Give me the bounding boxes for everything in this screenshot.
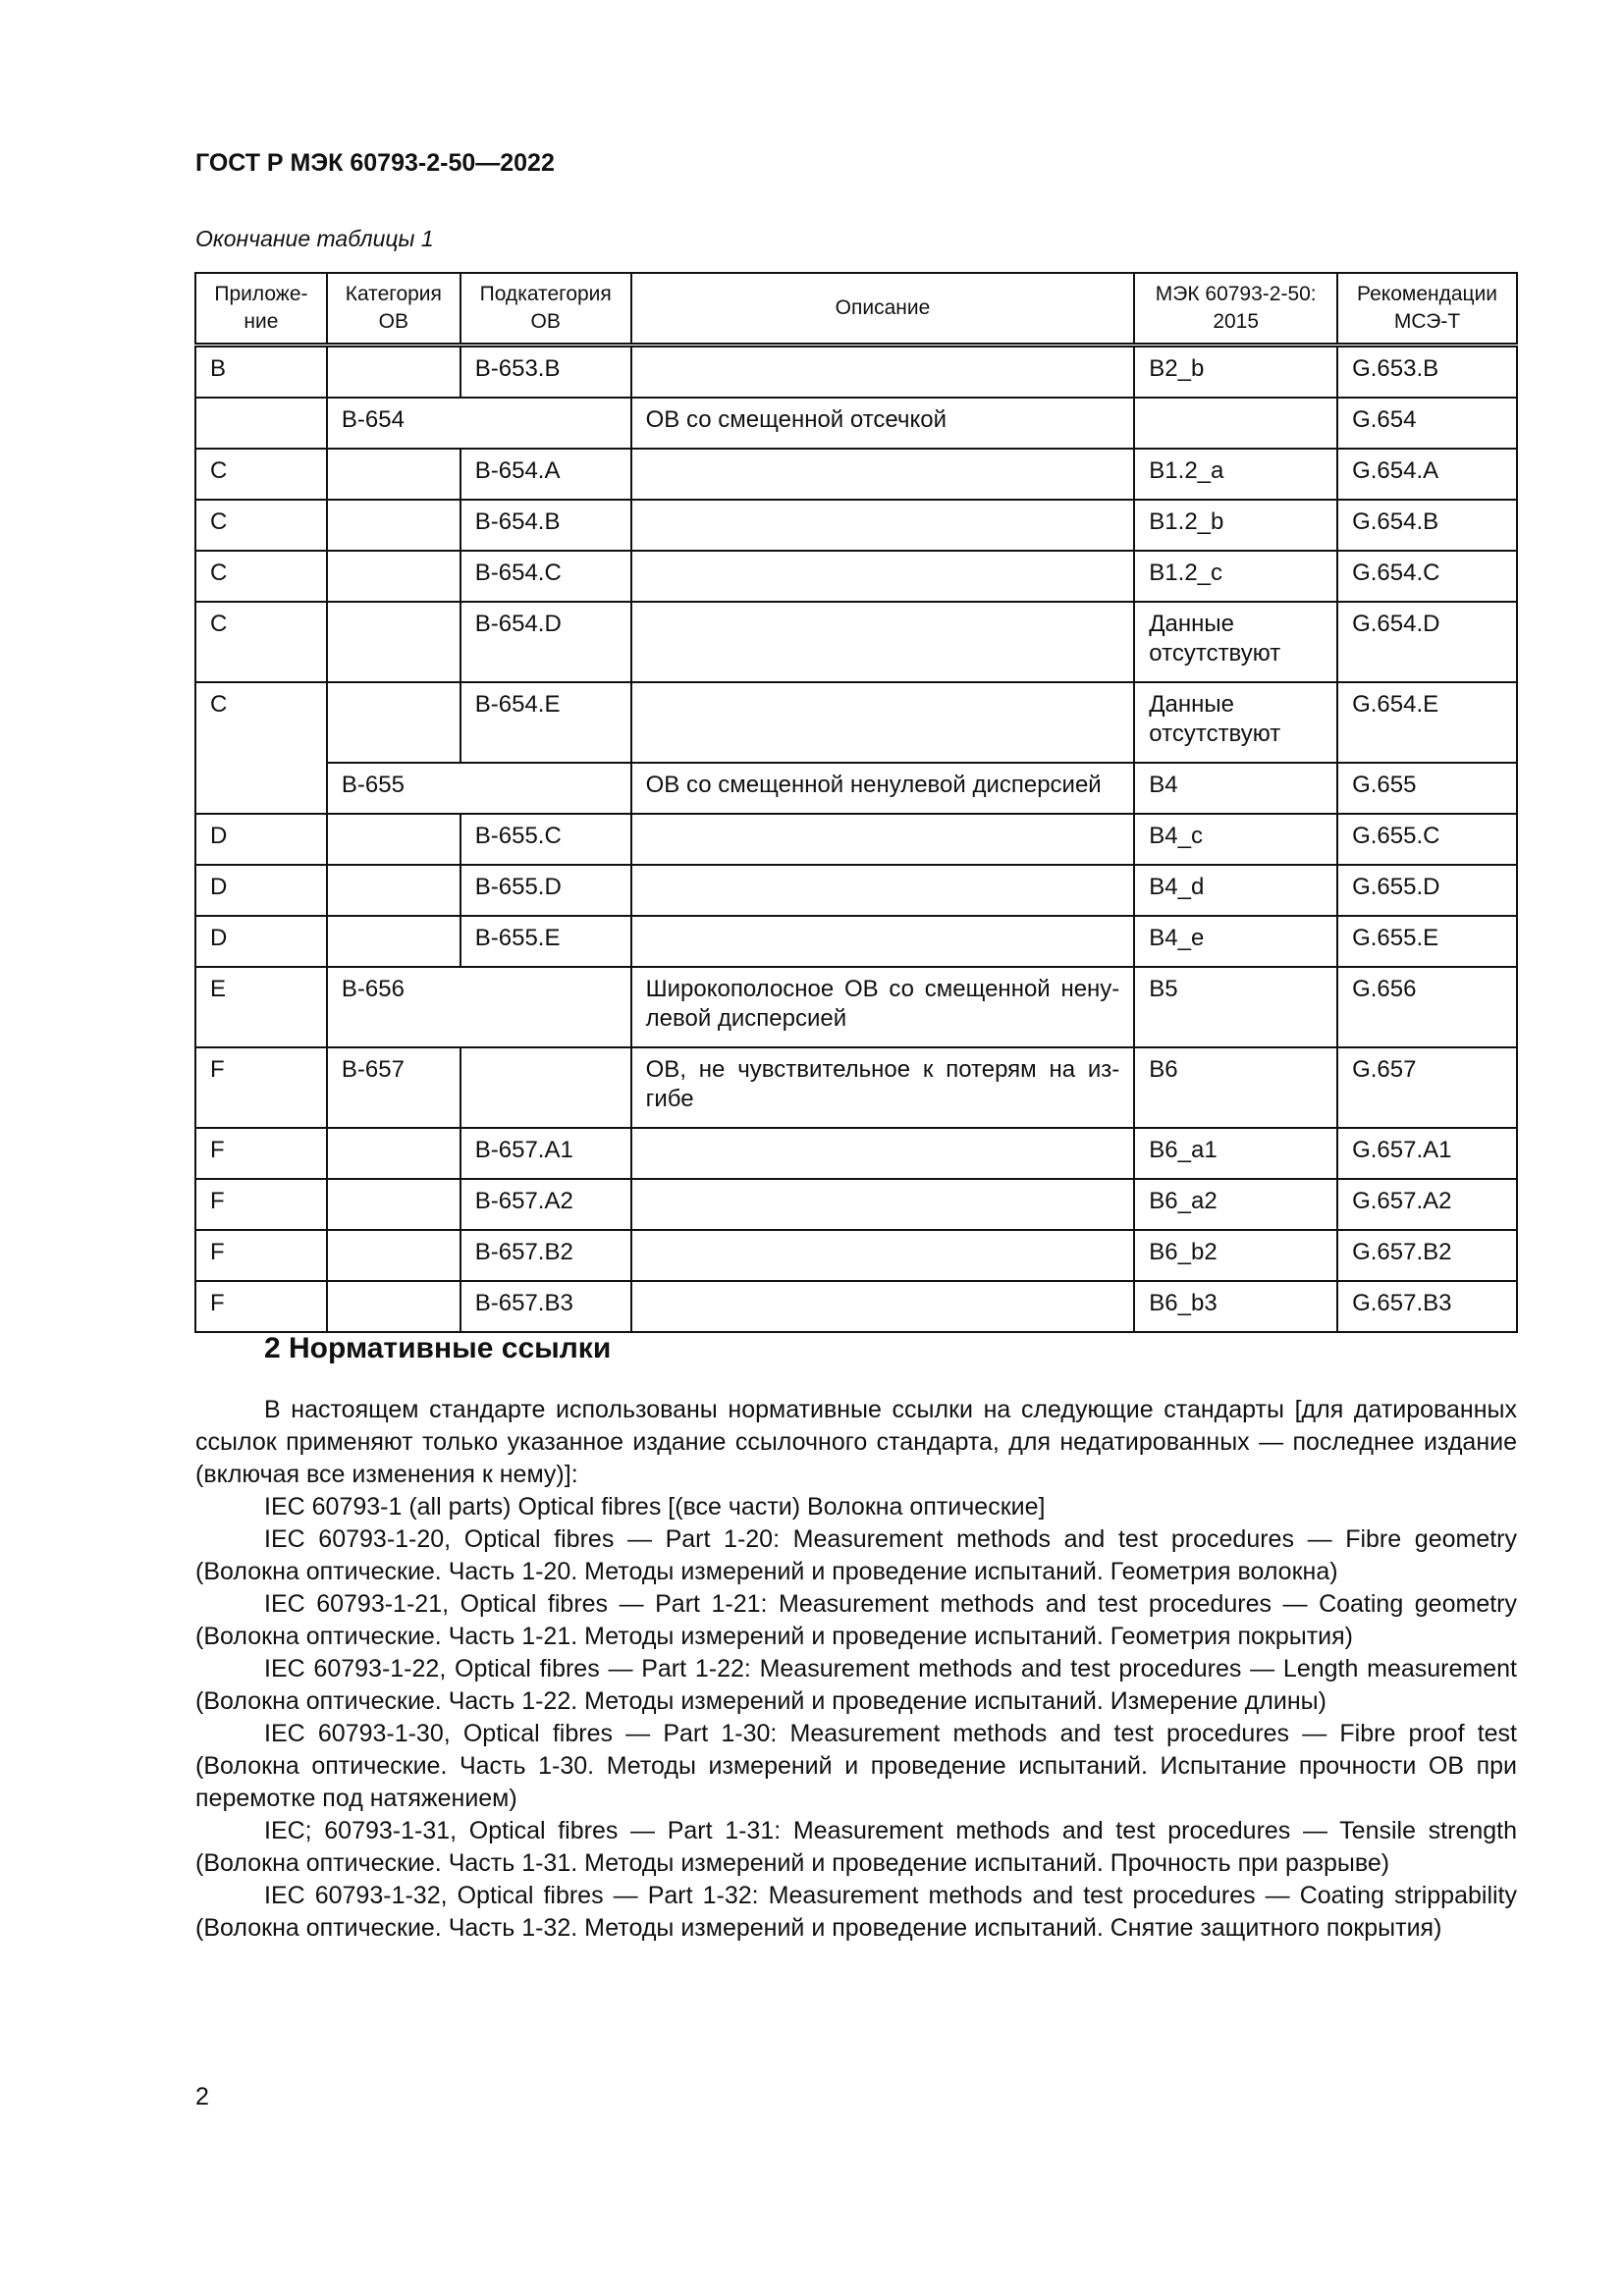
table-cell: G.654.B <box>1337 500 1517 551</box>
column-header: Категория ОВ <box>327 273 460 346</box>
table-cell <box>631 916 1135 967</box>
table-cell: B4 <box>1134 763 1337 814</box>
table-cell: B <box>195 346 327 399</box>
table-cell <box>327 1179 460 1230</box>
table-cell: ОВ со смещенной отсечкой <box>631 398 1135 449</box>
table-cell: B-655.E <box>460 916 631 967</box>
table-cell <box>631 1128 1135 1179</box>
table-cell: B-654.D <box>460 602 631 682</box>
table-cell: B4_c <box>1134 814 1337 865</box>
table-cell <box>327 346 460 399</box>
table-cell: B-654.E <box>460 682 631 763</box>
table-cell <box>631 602 1135 682</box>
table-row <box>195 346 1517 399</box>
table-cell: F <box>195 1128 327 1179</box>
section-title: 2 Нормативные ссылки <box>264 1332 612 1364</box>
table-cell: B-656 <box>327 967 631 1047</box>
table-cell: G.657 <box>1337 1047 1517 1128</box>
table-cell: G.657.B3 <box>1337 1281 1517 1332</box>
column-header: Подкатегория ОВ <box>460 273 631 346</box>
reference-paragraph: IEC 60793-1-22, Optical fibres — Part 1-22: Measurement methods and test procedures — Length measurement (Волокна оптические. Часть 1-22. Методы измерений и проведение испытаний. Измерение длины) <box>195 1655 1517 1715</box>
table-cell: B1.2_b <box>1134 500 1337 551</box>
table-cell: ОВ со смещенной ненулевой дисперсией <box>631 763 1135 814</box>
table-cell: B1.2_c <box>1134 551 1337 602</box>
table-cell: B2_b <box>1134 346 1337 399</box>
table-cell: G.655.E <box>1337 916 1517 967</box>
table-cell: B6_a2 <box>1134 1179 1337 1230</box>
table-cell: B6_b3 <box>1134 1281 1337 1332</box>
table-cell: B-654.B <box>460 500 631 551</box>
table-cell: D <box>195 865 327 916</box>
reference-paragraph: В настоящем стандарте использованы нормативные ссылки на следующие стандарты [для датированных ссылок применяют только указанное издание ссылочного стандарта, для недатированных — последнее издание (включая все изменения к нему)]: <box>195 1396 1517 1488</box>
table-cell: C <box>195 500 327 551</box>
table-caption: Окончание таблицы 1 <box>195 226 434 251</box>
table-cell: B-654 <box>327 398 631 449</box>
table-cell <box>631 449 1135 500</box>
table-cell <box>631 1230 1135 1281</box>
table-cell: B6 <box>1134 1047 1337 1128</box>
table-cell: B6_b2 <box>1134 1230 1337 1281</box>
table-row <box>195 398 1517 449</box>
reference-paragraph: IEC 60793-1-21, Optical fibres — Part 1-21: Measurement methods and test procedures — Coating geometry (Волокна оптические. Часть 1-21. Методы измерений и проведение испытаний. Геометрия покрытия) <box>195 1590 1517 1650</box>
table-cell: G.656 <box>1337 967 1517 1047</box>
table-cell: C <box>195 551 327 602</box>
column-header: МЭК 60793-2-50: 2015 <box>1134 273 1337 346</box>
table-cell: F <box>195 1179 327 1230</box>
table-cell: B-657.A1 <box>460 1128 631 1179</box>
table-cell: E <box>195 967 327 1047</box>
table-cell: B-657 <box>327 1047 460 1128</box>
table-cell <box>631 814 1135 865</box>
table-cell <box>631 500 1135 551</box>
table-cell <box>327 865 460 916</box>
table-cell <box>327 1128 460 1179</box>
table-cell: G.655.D <box>1337 865 1517 916</box>
table-cell <box>631 865 1135 916</box>
table-cell: B-655.C <box>460 814 631 865</box>
page-number: 2 <box>195 2083 209 2110</box>
table-cell: G.653.B <box>1337 346 1517 399</box>
table-cell: G.654.E <box>1337 682 1517 763</box>
table-cell <box>327 682 460 763</box>
table-cell: D <box>195 814 327 865</box>
table-row <box>195 814 1517 865</box>
table-cell <box>1134 398 1337 449</box>
table-cell <box>327 814 460 865</box>
table-cell: F <box>195 1047 327 1128</box>
table-cell <box>327 602 460 682</box>
document-header: ГОСТ Р МЭК 60793-2-50—2022 <box>195 149 555 177</box>
table-row <box>195 916 1517 967</box>
table-row <box>195 500 1517 551</box>
section-body <box>195 1394 1517 1945</box>
reference-paragraph: IEC 60793-1-32, Optical fibres — Part 1-32: Measurement methods and test procedures — Coating strippability (Волокна оптические. Часть 1-32. Методы измерений и проведение испытаний. Снятие защитного покрытия) <box>195 1882 1517 1942</box>
table-row <box>195 1047 1517 1128</box>
table-cell: C <box>195 449 327 500</box>
table-row <box>195 449 1517 500</box>
table-cell: B-654.C <box>460 551 631 602</box>
table-cell: G.657.B2 <box>1337 1230 1517 1281</box>
table-cell <box>195 398 327 449</box>
table-cell <box>327 500 460 551</box>
reference-paragraph: IEC 60793-1-30, Optical fibres — Part 1-30: Measurement methods and test procedures — Fibre proof test (Волокна оптические. Часть 1-30. Методы измерений и проведение испытаний. Испытание прочности ОВ при перемотке под натяжением) <box>195 1720 1517 1812</box>
column-header: Описание <box>631 273 1135 346</box>
table-cell: G.654.D <box>1337 602 1517 682</box>
table-cell: G.654.A <box>1337 449 1517 500</box>
table-row <box>195 763 1517 814</box>
table-cell <box>631 346 1135 399</box>
table-row <box>195 1179 1517 1230</box>
reference-paragraph: IEC 60793-1-20, Optical fibres — Part 1-20: Measurement methods and test procedures — Fibre geometry (Волокна оптические. Часть 1-20. Методы измерений и проведение испытаний. Геометрия волокна) <box>195 1525 1517 1585</box>
table-cell: B5 <box>1134 967 1337 1047</box>
table-cell: B1.2_a <box>1134 449 1337 500</box>
table-cell: B-655 <box>327 763 631 814</box>
table-cell: B-655.D <box>460 865 631 916</box>
table-cell <box>327 1281 460 1332</box>
table-cell <box>327 449 460 500</box>
table-cell: B-657.B2 <box>460 1230 631 1281</box>
table-row <box>195 865 1517 916</box>
table-row <box>195 1230 1517 1281</box>
table-cell: B4_d <box>1134 865 1337 916</box>
table-row <box>195 551 1517 602</box>
table-cell: B6_a1 <box>1134 1128 1337 1179</box>
table-row <box>195 602 1517 682</box>
table-cell: Широкополосное ОВ со смещенной нену-левой дисперсией <box>631 967 1135 1047</box>
table-cell: C <box>195 602 327 682</box>
table-cell: G.655 <box>1337 763 1517 814</box>
table-cell: D <box>195 916 327 967</box>
reference-paragraph: IEC 60793-1 (all parts) Optical fibres [(все части) Волокна оптические] <box>264 1493 1046 1521</box>
table-cell <box>327 1230 460 1281</box>
table-row <box>195 1281 1517 1332</box>
table-cell: G.657.A2 <box>1337 1179 1517 1230</box>
table-row <box>195 682 1517 763</box>
table-cell: F <box>195 1230 327 1281</box>
column-header: Рекомендации МСЭ-Т <box>1337 273 1517 346</box>
table-cell <box>327 551 460 602</box>
table-cell: G.654 <box>1337 398 1517 449</box>
reference-paragraph: IEC; 60793-1-31, Optical fibres — Part 1-31: Measurement methods and test procedures — Tensile strength (Волокна оптические. Часть 1-31. Методы измерений и проведение испытаний. Прочность при разрыве) <box>195 1817 1517 1877</box>
table-cell: G.654.C <box>1337 551 1517 602</box>
table-cell: Данные отсутствуют <box>1134 682 1337 763</box>
table-cell <box>631 1179 1135 1230</box>
table-cell <box>631 682 1135 763</box>
table-cell: C <box>195 682 327 814</box>
table-cell <box>631 1281 1135 1332</box>
table-row <box>195 967 1517 1047</box>
table-cell <box>631 551 1135 602</box>
table-row <box>195 1128 1517 1179</box>
table-cell: G.657.A1 <box>1337 1128 1517 1179</box>
table-cell: F <box>195 1281 327 1332</box>
table-cell: B-653.B <box>460 346 631 399</box>
table-cell: B4_e <box>1134 916 1337 967</box>
table-cell: B-657.B3 <box>460 1281 631 1332</box>
table-cell: ОВ, не чувствительное к потерям на из-гибе <box>631 1047 1135 1128</box>
column-header: Приложе- ние <box>195 273 327 346</box>
table-cell <box>460 1047 631 1128</box>
table-cell: G.655.C <box>1337 814 1517 865</box>
table-cell: B-657.A2 <box>460 1179 631 1230</box>
table-cell <box>327 916 460 967</box>
table-cell: Данные отсутствуют <box>1134 602 1337 682</box>
fibre-category-table <box>194 272 1518 1333</box>
table-cell: B-654.A <box>460 449 631 500</box>
